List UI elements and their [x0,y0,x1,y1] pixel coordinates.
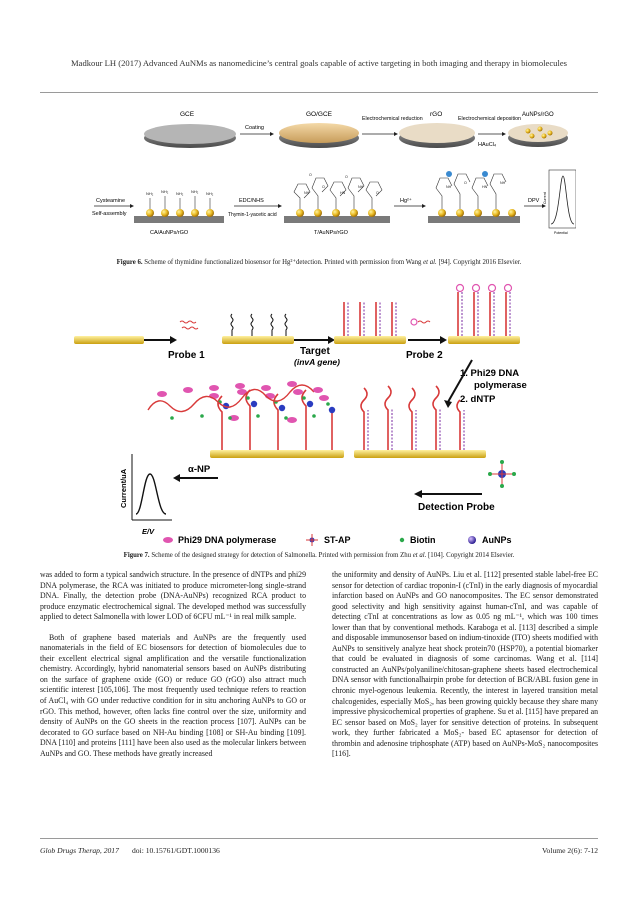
target-electrode [334,302,406,344]
hg-label: Hg²⁺ [400,198,412,204]
alpha-np-label: α-NP [188,464,211,475]
go-gce-electrode [279,123,359,148]
rgo-electrode [399,123,475,148]
t-aunps-rgo-label: T/AuNPs/rGO [314,230,348,236]
coating-label: Coating [245,125,264,131]
svg-text:NH₂: NH₂ [146,191,154,196]
svg-text:NH₂: NH₂ [176,191,184,196]
figure-7-caption-text: Scheme of the designed strategy for detection of Salmonella. Printed with permission from Zhu [151,552,412,559]
svg-text:NH: NH [500,181,506,185]
rca-strand [148,381,323,420]
ca-aunps-rgo-electrode [134,189,224,223]
svg-text:O: O [322,185,325,189]
figure-6-caption-label: Figure 6. [116,259,143,266]
svg-text:NH₂: NH₂ [161,189,169,194]
footer-journal: Glob Drugs Therap, 2017 [40,846,119,855]
cysteamine-label: Cysteamine [96,198,126,204]
current-plot [119,454,172,536]
right-paragraph-1: the uniformity and density of AuNPs. Liu et al. [112] presented stable label-free EC sensor for detection of cardiac troponin-I (cTnI) in the early diagnosis of myocardial infarction based on AuNPs and GO nanocomposites. The EC sensor demonstrated good selectivity and high sensitivity against human-cTnI, and was capable of detecting cTnI at concentrations as low as 0.05 ng mL⁻¹, which was 100 times lower than that by conventional methods. Karaboga et al. [113] described a simple and disposable immunosensor based on indium-tinoxide (ITO) sheets modified with AuNPs to sensitively analyze heat shock protein70 (HSP70), a potential biomarker that could be evaluated in diagnosis of some carcinomas. Wang et al. [114] constructed an AuNPs/polyaniline/chitosan-graphene sheets based electrochemical DNA sensor with functionalhairpin probe for detection of BCR/ABL fusion gene in chronic myel-ogenous leukemia. Recently, the interest in layered transition metal chalcogenides, especially MoS₂, has been growing quickly because they share many impressive physicochemical properties of graphene. Su et al. [115] have prepared an EC sensor based on MoS₂ layer for sensitive detection of proteins. In subsequent work, they further fabricated a MoS₂- based EC aptasensor for detection of thrombin and adenosine triphosphate (ATP) based on AuNPs-MoS₂ nanocomposites [116]. [332,570,598,759]
figure-6-diagram [62,98,576,250]
ca-aunps-rgo-label: CA/AuNPs/rGO [150,230,189,236]
detection-probe [488,460,516,488]
legend-phi29-marker [163,537,173,543]
probe1-electrode [222,314,294,344]
svg-text:NH: NH [446,185,452,189]
haucl4-label: HAuCl₄ [478,142,497,148]
dpv-y-label: Current [543,192,547,204]
step1-label: 1. Phi29 DNA [460,368,520,379]
figure-7-caption [40,551,598,560]
legend-phi29-label: Phi29 DNA polymerase [178,535,277,545]
aunps-rgo-label: AuNPs/rGO [522,112,554,118]
legend-stap-marker [306,534,318,546]
gce-label: GCE [180,111,195,118]
figure-6-caption-text: Scheme of thymidine functionalized biosensor for Hg²⁺detection. Printed with permission from Wang [144,259,422,266]
t-aunps-rgo-electrode [284,173,390,223]
footer-rule [40,838,598,839]
right-column [332,570,598,770]
svg-text:O: O [376,191,379,195]
svg-text:O: O [345,175,348,179]
polymerase-label: polymerase [474,380,527,391]
figure-7-caption-tail: [104]. Copyright 2014 Elsevier. [428,552,515,559]
header-rule [40,92,598,93]
probe1-label: Probe 1 [168,350,205,361]
reduction-label: Electrochemical reduction [362,116,423,122]
probe2-electrode [448,285,520,345]
current-x-label: E/V [142,527,155,536]
left-paragraph-1: was added to form a typical sandwich structure. In the presence of dNTPs and phi29 DNA polymerase, the RCA was initiated to produce micrometer-long single-strand DNA. Finally, the detection probe (DNA-AuNPs) recognized RCA product to produce enzymatic electrochemical signal. The developed method was successfully applied to detect Salmonella with lower LOD of 6CFU mL⁻¹ in real milk sample. [40,570,306,622]
figure-7-diagram [62,278,576,548]
legend-stap-label: ST-AP [324,535,351,545]
figure-6-caption-tail: [94]. Copyright 2016 Elsevier. [438,259,522,266]
svg-text:O: O [464,181,467,185]
figure-6-caption [40,258,598,267]
target-label: Target [300,346,330,357]
svg-text:NH: NH [358,185,364,189]
left-paragraph-2: Both of graphene based materials and AuNPs are the frequently used nanomaterials in the field of EC biosensors for detection of biomolecules due to their excellent electrical signal amplification and the versatile functionalization chemistry. Accordingly, hybrid nanomaterial sensors based on AuNPs distributing on the surface of graphene oxide (GO) or reduce GO (rGO) also attract much scientific interest [105,106]. The most frequently used technique refers to reaction of AuCl₄ with GO under reductive condition for in situ anchoring AuNPs to GO or rGO. This method, however, often lacks fine control over the size, uniformity and density of AuNPs on the GO sheets in the reaction process [107]. AuNPs can be decorated to GO surface based on NH-Au binding [108] or SH-Au binding [109]. DNA [110] and proteins [111] have been also used as the molecular linkers between AuNPs and GO. These methods have greatly increased [40,632,306,758]
running-header: Madkour LH (2017) Advanced AuNMs as nanomedicine’s central goals capable of active targeting in both imaging and therapy in biomolecules [71,58,567,68]
self-assembly-label: Self-assembly [92,211,127,217]
deposition-label: Electrochemical deposition [458,116,522,122]
svg-text:HN: HN [482,185,488,189]
legend-biotin-label: Biotin [410,535,436,545]
footer-doi: doi: 10.15761/GDT.1000136 [132,846,220,855]
hg-bound-electrode [428,171,520,223]
bare-electrode [74,336,144,344]
svg-text:HN: HN [340,191,346,195]
dpv-label: DPV [528,198,540,204]
dpv-x-label: Potential [554,231,568,235]
legend-biotin-marker [400,538,404,542]
go-gce-label: GO/GCE [306,111,333,118]
figure-7-legend [163,534,512,546]
target-gene-label: (invA gene) [294,357,340,367]
probe2-label: Probe 2 [406,350,443,361]
thymine-acid-label: Thymin-1-yacetic acid [228,212,277,218]
edc-nhs-label: EDC/NHS [239,198,264,204]
legend-aunps-label: AuNPs [482,535,512,545]
legend-aunps-marker [468,536,476,544]
dpv-plot [543,170,576,235]
aunps-rgo-electrode [508,124,568,147]
figure-7-caption-etal: et al. [412,552,427,559]
detection-probe-label: Detection Probe [418,502,495,513]
gce-electrode [144,124,236,148]
current-y-label: Current/uA [119,468,128,508]
step2-label: 2. dNTP [460,394,496,405]
svg-text:O: O [309,173,312,177]
figure-6-caption-etal: et al. [423,259,437,266]
figure-7-caption-label: Figure 7. [123,552,150,559]
rgo-label: rGO [430,111,443,118]
svg-text:NH: NH [304,191,310,195]
footer-volume: Volume 2(6): 7-12 [542,846,598,855]
signal-electrode [209,389,344,458]
svg-text:NH₂: NH₂ [191,189,199,194]
left-column [40,570,306,769]
svg-text:NH₂: NH₂ [206,191,214,196]
